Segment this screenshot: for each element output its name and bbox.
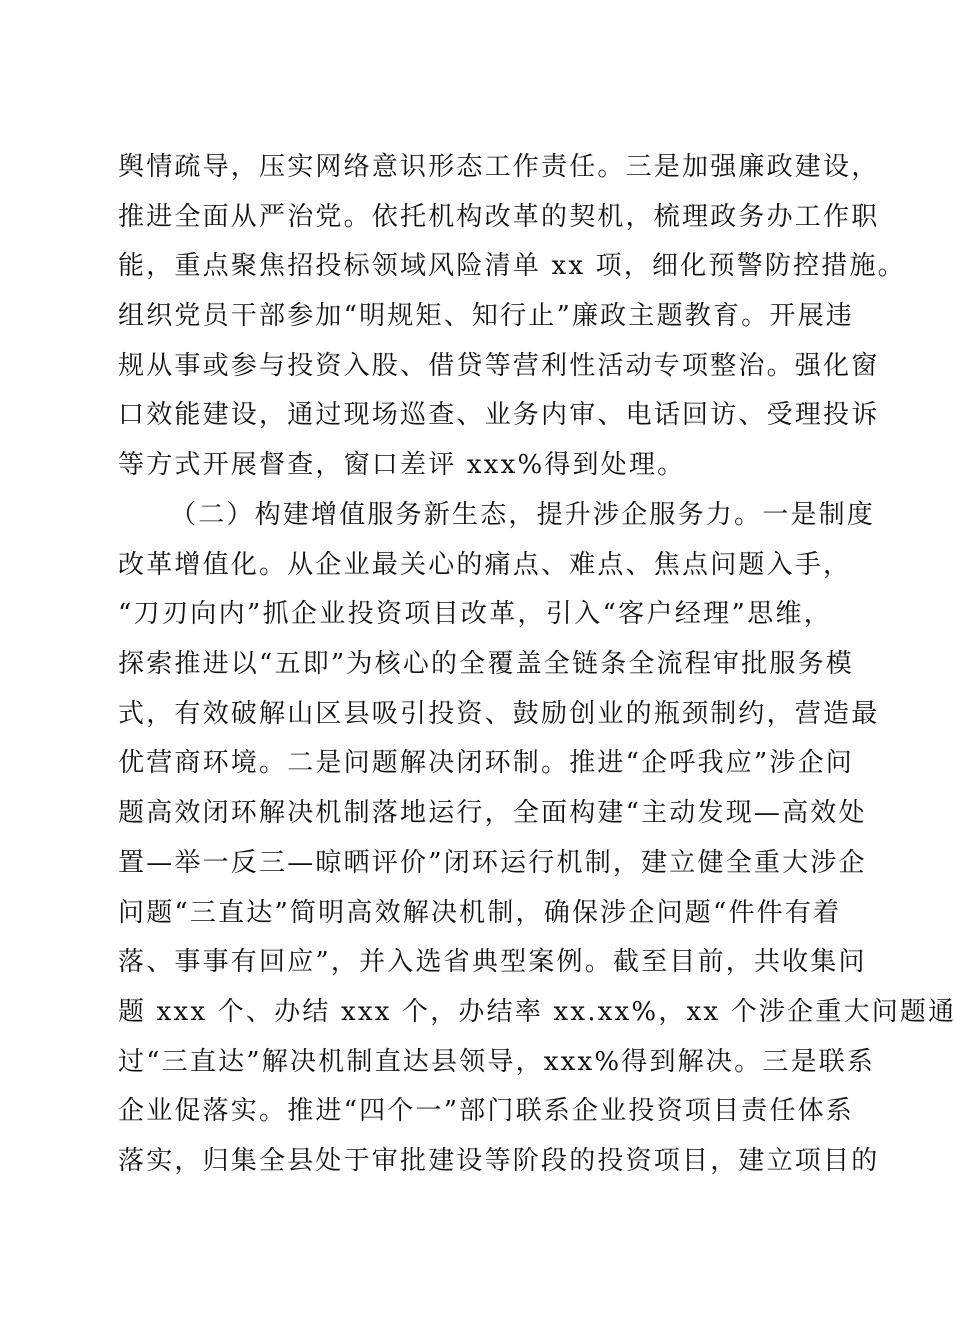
paragraph-1-line-3: 能，重点聚焦招投标领域风险清单 xx 项，细化预警防控措施。	[118, 251, 906, 282]
paragraph-2-line-3: “刀刃向内”抓企业投资项目改革，引入“客户经理”思维，	[118, 599, 832, 630]
paragraph-2-line-14: 落实，归集全县处于审批建设等阶段的投资项目，建立项目的	[118, 1145, 880, 1176]
paragraph-1-line-6: 口效能建设，通过现场巡查、业务内审、电话回访、受理投诉	[118, 400, 880, 431]
paragraph-2-line-10: 落、事事有回应”，并入选省典型案例。截至目前，共收集问	[118, 947, 867, 978]
paragraph-2-line-13: 企业促落实。推进“四个一”部门联系企业投资项目责任体系	[118, 1096, 854, 1127]
paragraph-1-line-4: 组织党员干部参加“明规矩、知行止”廉政主题教育。开展违	[118, 301, 854, 332]
paragraph-1-line-5: 规从事或参与投资入股、借贷等营利性活动专项整治。强化窗	[118, 350, 880, 381]
paragraph-2-line-11: 题 xxx 个、办结 xxx 个，办结率 xx.xx%，xx 个涉企重大问题通	[118, 996, 956, 1027]
paragraph-2-line-1: （二）构建增值服务新生态，提升涉企服务力。一是制度	[170, 500, 876, 530]
paragraph-1-line-1: 舆情疏导，压实网络意识形态工作责任。三是加强廉政建设，	[118, 152, 880, 182]
paragraph-2	[118, 491, 956, 1187]
paragraph-1	[118, 143, 906, 491]
paragraph-1-line-7: 等方式开展督查，窗口差评 xxx%得到处理。	[118, 450, 686, 481]
paragraph-2-line-8: 置—举一反三—晾晒评价”闭环运行机制，建立健全重大涉企	[118, 847, 867, 878]
paragraph-2-line-4: 探索推进以“五即”为核心的全覆盖全链条全流程审批服务模	[118, 649, 854, 680]
paragraph-2-line-5: 式，有效破解山区县吸引投资、鼓励创业的瓶颈制约，营造最	[118, 698, 880, 729]
paragraph-2-line-9: 问题“三直达”简明高效解决机制，确保涉企问题“件件有着	[118, 897, 842, 928]
paragraph-1-line-2: 推进全面从严治党。依托机构改革的契机，梳理政务办工作职	[118, 201, 880, 232]
paragraph-2-line-12: 过“三直达”解决机制直达县领导，xxx%得到解决。三是联系	[118, 1046, 876, 1077]
paragraph-2-line-6: 优营商环境。二是问题解决闭环制。推进“企呼我应”涉企问	[118, 748, 854, 779]
paragraph-2-line-2: 改革增值化。从企业最关心的痛点、难点、焦点问题入手，	[118, 549, 852, 580]
paragraph-2-line-7: 题高效闭环解决机制落地运行，全面构建“主动发现—高效处	[118, 798, 867, 829]
